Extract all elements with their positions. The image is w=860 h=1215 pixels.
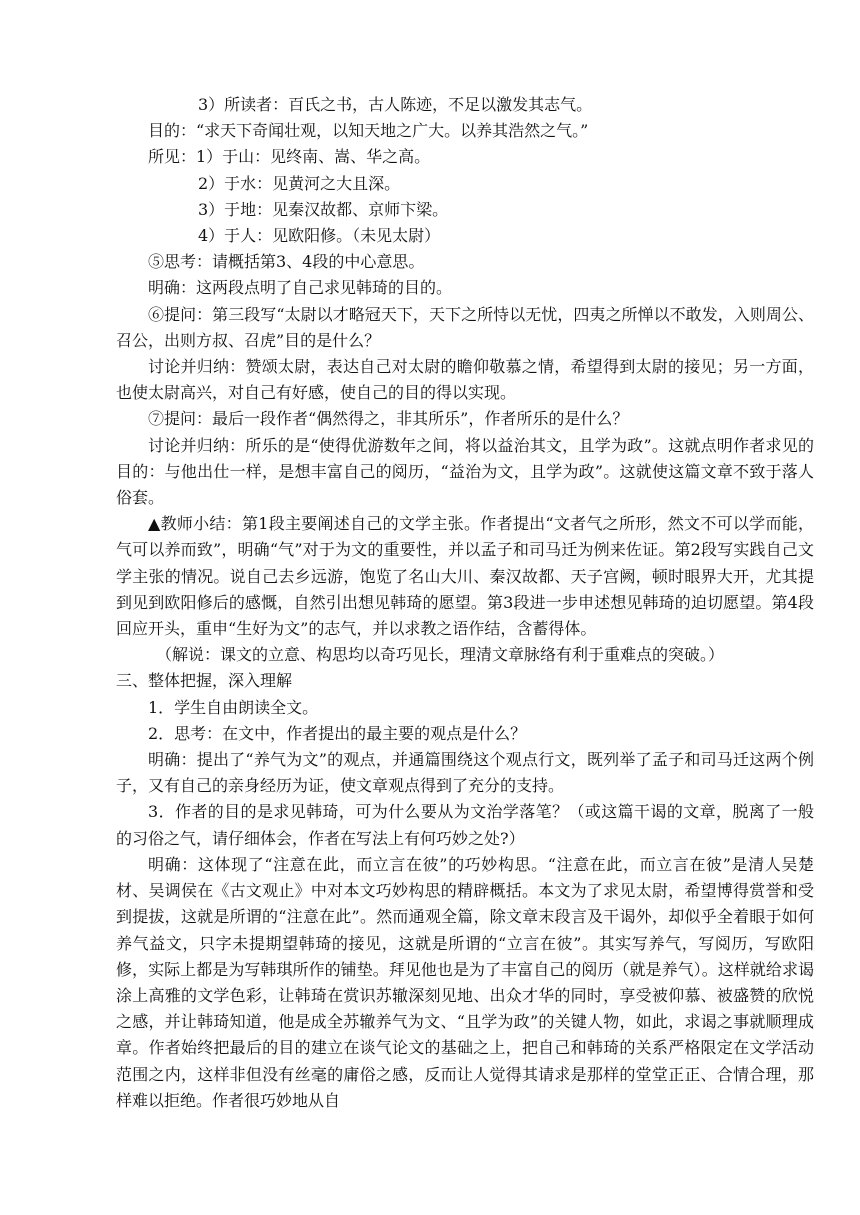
paragraph: ⑥提问：第三段写“太尉以才略冠天下，天下之所恃以无忧，四夷之所惮以不敢发，入则周公、召公，出则方叔、召虎”目的是什么？ <box>116 304 814 350</box>
paragraph: 讨论并归纳：赞颂太尉，表达自己对太尉的瞻仰敬慕之情，希望得到太尉的接见；另一方面，也使太尉高兴，对自己有好感，使自己的目的得以实现。 <box>116 357 814 403</box>
paragraph: 2．思考：在文中，作者提出的最主要的观点是什么？ <box>148 723 527 743</box>
paragraph: 1．学生自由朗读全文。 <box>148 697 319 717</box>
paragraph: ⑤思考：请概括第3、4段的中心意思。 <box>148 252 425 272</box>
paragraph: 2）于水：见黄河之大且深。 <box>198 173 401 193</box>
paragraph: 所见：1）于山：见终南、嵩、华之高。 <box>148 147 431 167</box>
document-body <box>116 92 814 1114</box>
paragraph: ▲教师小结：第1段主要阐述自己的文学主张。作者提出“文者气之所形，然文不可以学而能，气可以养而致”，明确“气”对于为文的重要性，并以孟子和司马迁为例来佐证。第2段写实践自己文学主张的情况。说自己去乡远游，饱览了名山大川、秦汉故都、天子宫阙，顿时眼界大开，尤其提到见到欧阳修后的感慨，自然引出想见韩琦的愿望。第3段进一步申述想见韩琦的迫切愿望。第4段回应开头，重申“生好为文”的志气，并以求教之语作结，含蓄得体。 <box>116 514 814 639</box>
paragraph: 4）于人：见欧阳修。（未见太尉） <box>198 226 441 246</box>
paragraph: ⑦提问：最后一段作者“偶然得之，非其所乐”，作者所乐的是什么？ <box>148 409 629 429</box>
paragraph: 明确：这两段点明了自己求见韩琦的目的。 <box>148 278 453 298</box>
paragraph: 3）于地：见秦汉故都、京师卞梁。 <box>198 199 449 219</box>
paragraph: 目的：“求天下奇闻壮观，以知天地之广大。以养其浩然之气。” <box>148 121 589 141</box>
paragraph: 明确：提出了“养气为文”的观点，并通篇围绕这个观点行文，既列举了孟子和司马迁这两个例子，又有自己的亲身经历为证，使文章观点得到了充分的支持。 <box>116 750 814 796</box>
paragraph: 讨论并归纳：所乐的是“使得优游数年之间，将以益治其文，且学为政”。这就点明作者求见的目的：与他出仕一样，是想丰富自己的阅历，“益治为文，且学为政”。这就使这篇文章不致于落人俗套。 <box>116 435 814 508</box>
paragraph: （解说：课文的立意、构思均以奇巧见长，理清文章脉络有利于重难点的突破。） <box>156 645 725 665</box>
paragraph: 明确：这体现了“注意在此，而立言在彼”的巧妙构思。“注意在此，而立言在彼”是清人吴楚材、吴调侯在《古文观止》中对本文巧妙构思的精辟概括。本文为了求见太尉，希望博得赏誉和受到提拔，这就是所谓的“注意在此”。然而通观全篇，除文章末段言及干谒外，却似乎全着眼于如何养气益文，只字未提期望韩琦的接见，这就是所谓的“立言在彼”。其实写养气，写阅历，写欧阳修，实际上都是为写韩琪所作的铺垫。拜见他也是为了丰富自己的阅历（就是养气）。这样就给求谒涂上高雅的文学色彩，让韩琦在赏识苏辙深刻见地、出众才华的同时，享受被仰慕、被盛赞的欣悦之感，并让韩琦知道，他是成全苏辙养气为文、“且学为政”的关键人物，如此，求谒之事就顺理成章。作者始终把最后的目的建立在谈气论文的基础之上，把自己和韩琦的关系严格限定在文学活动范围之内，这样非但没有丝毫的庸俗之感，反而让人觉得其请求是那样的堂堂正正、合情合理，那样难以拒绝。作者很巧妙地从自 <box>116 854 814 1110</box>
paragraph: 3．作者的目的是求见韩琦，可为什么要从为文治学落笔？（或这篇干谒的文章，脱离了一般的习俗之气，请仔细体会，作者在写法上有何巧妙之处?） <box>116 802 814 848</box>
paragraph: 三、整体把握，深入理解 <box>116 671 293 691</box>
paragraph: 3）所读者：百氏之书，古人陈迹，不足以激发其志气。 <box>198 95 593 114</box>
